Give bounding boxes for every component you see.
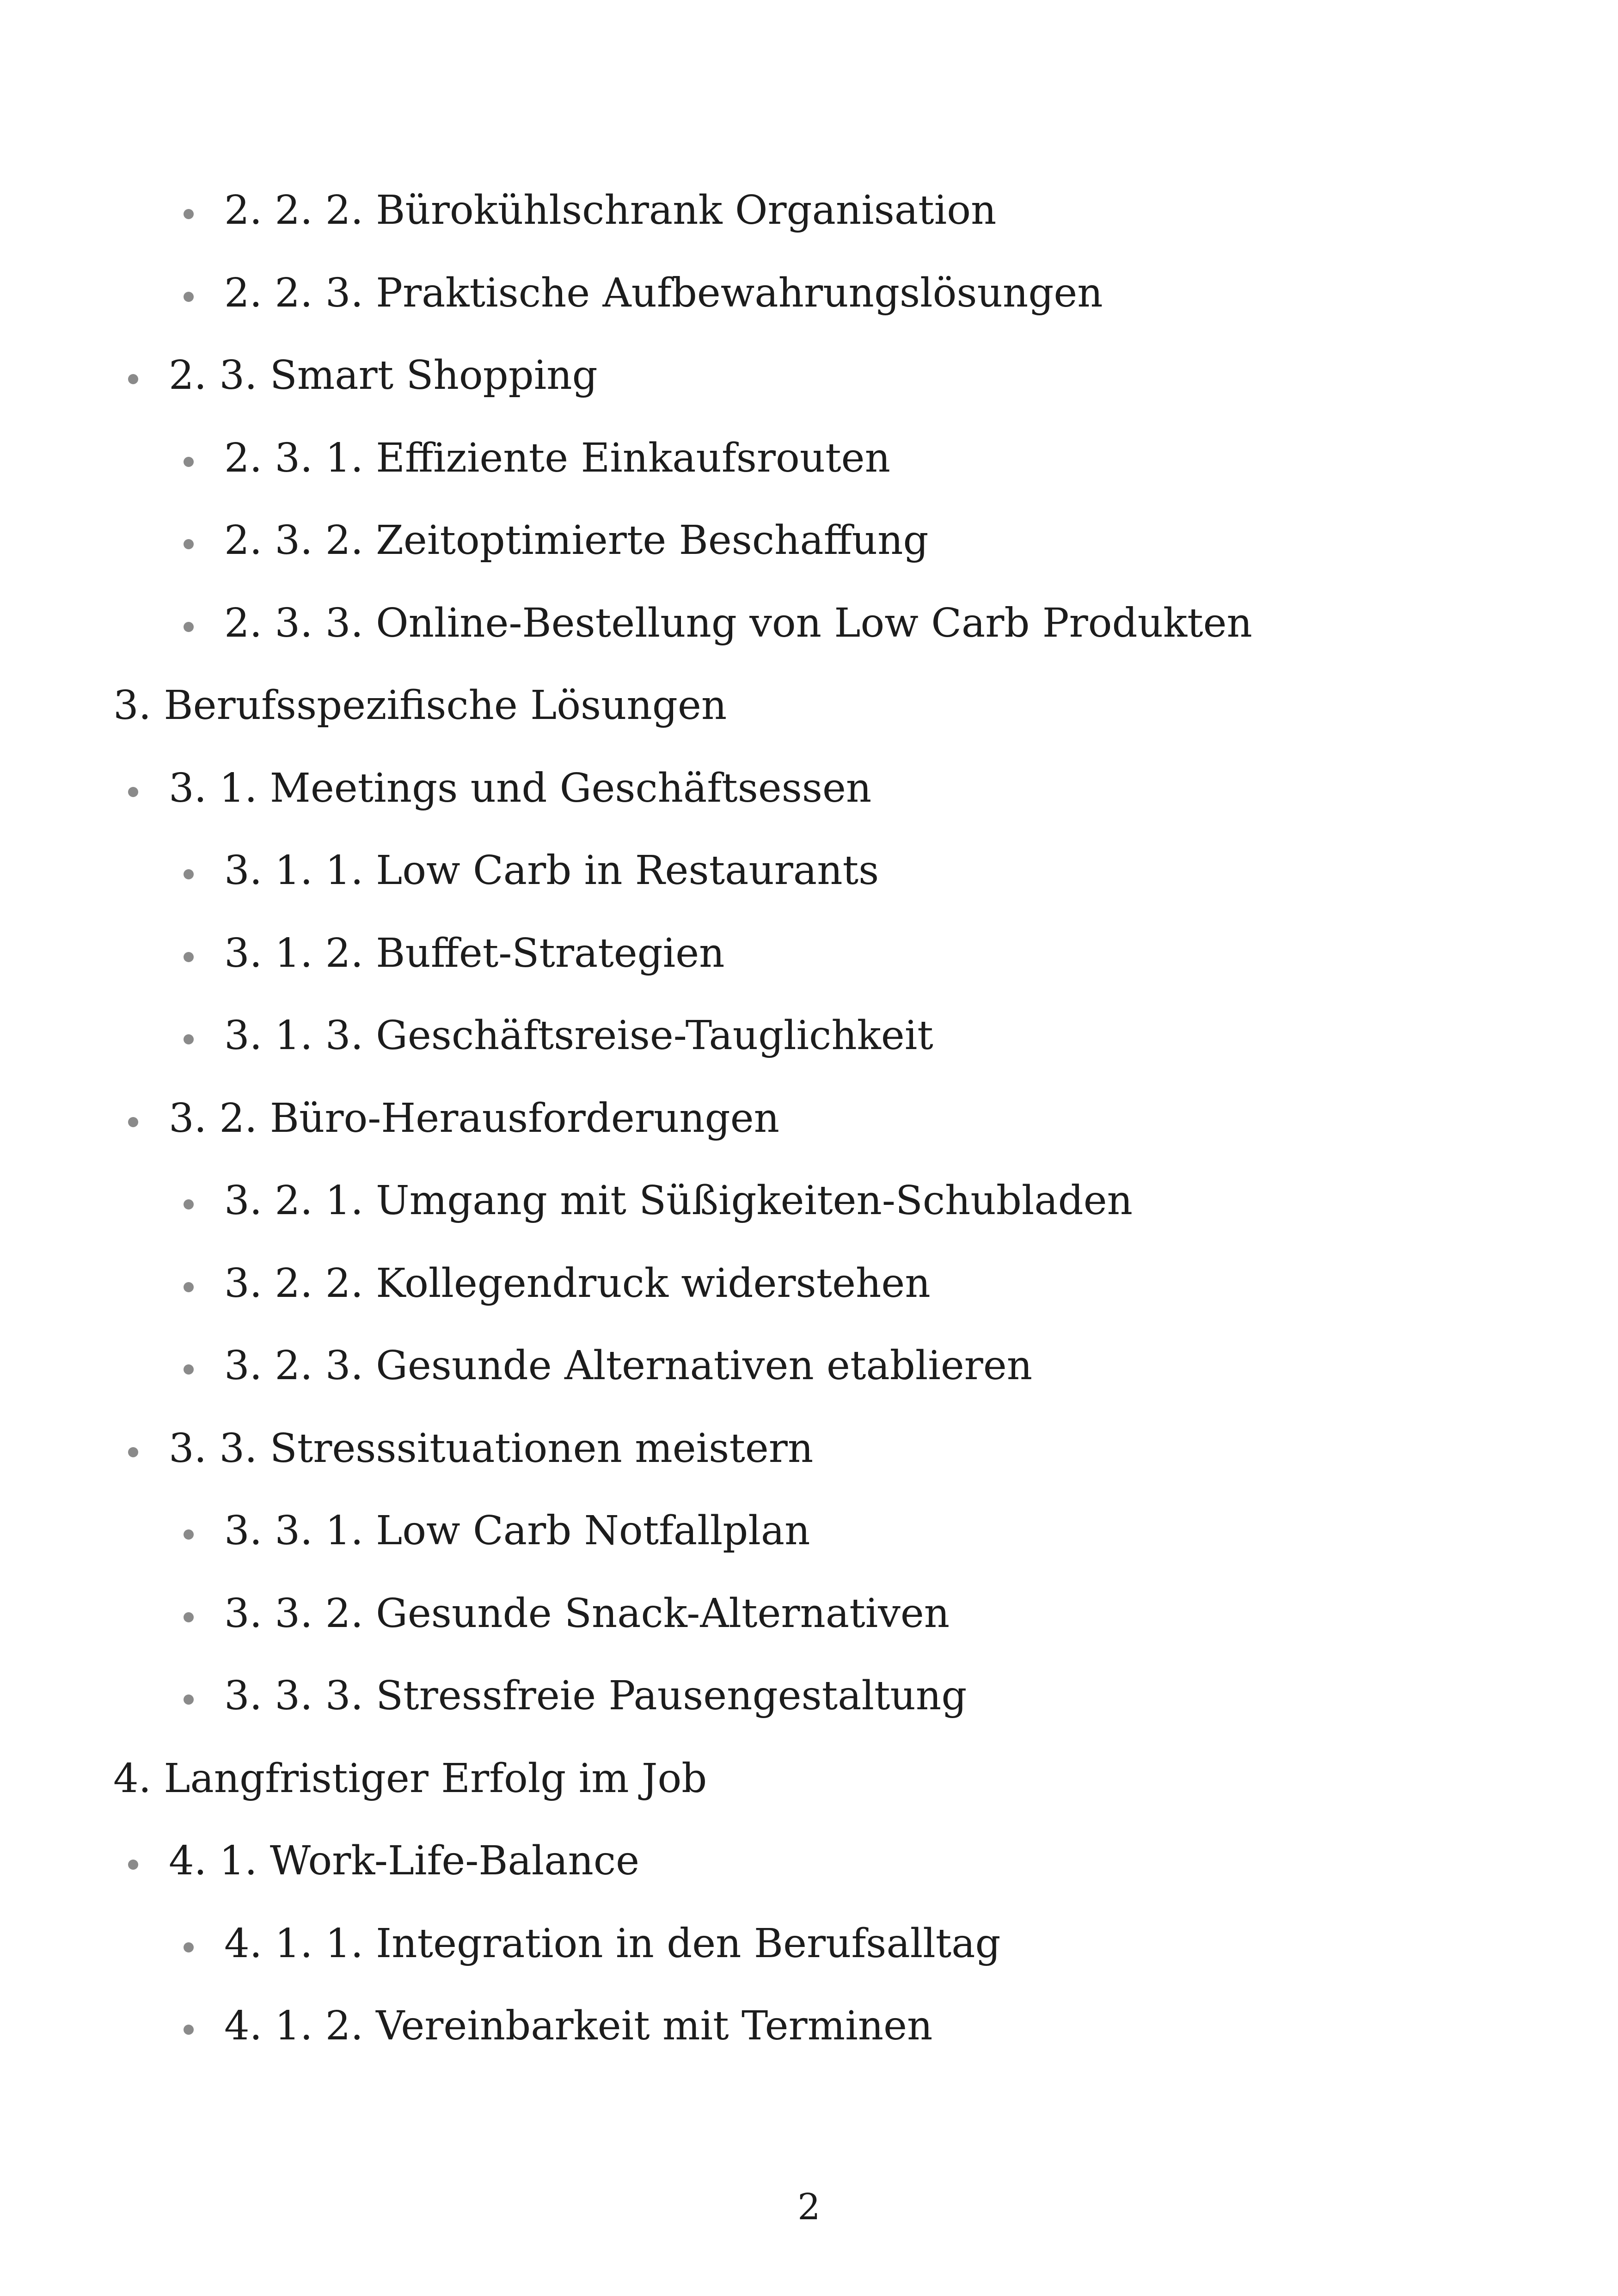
toc-entry-level-3: 2. 3. 2. Zeitoptimierte Beschaffung	[224, 517, 929, 564]
toc-entry-level-3: 4. 1. 1. Integration in den Berufsalltag	[224, 1920, 1001, 1967]
list-bullet	[184, 1942, 194, 1952]
toc-entry-level-3: 4. 1. 2. Vereinbarkeit mit Terminen	[224, 2003, 933, 2049]
list-bullet	[184, 539, 194, 549]
toc-entry-level-3: 3. 3. 3. Stressfreie Pausengestaltung	[224, 1673, 967, 1719]
list-bullet	[184, 1529, 194, 1540]
list-bullet	[184, 952, 194, 962]
list-bullet	[184, 1034, 194, 1044]
toc-entry-level-3: 3. 2. 1. Umgang mit Süßigkeiten-Schubladen	[224, 1178, 1133, 1224]
list-bullet	[184, 209, 194, 219]
toc-entry-level-3: 2. 2. 2. Bürokühlschrank Organisation	[224, 187, 997, 233]
toc-entry-level-3: 3. 1. 3. Geschäftsreise-Tauglichkeit	[224, 1013, 933, 1059]
toc-entry-level-3: 2. 3. 1. Effiziente Einkaufsrouten	[224, 435, 890, 481]
list-bullet	[128, 1447, 138, 1457]
list-bullet	[128, 1117, 138, 1127]
toc-entry-level-1: 3. Berufsspezifische Lösungen	[113, 682, 727, 729]
list-bullet	[184, 1694, 194, 1705]
toc-entry-level-2: 2. 3. Smart Shopping	[169, 352, 598, 399]
list-bullet	[184, 457, 194, 467]
list-bullet	[184, 2025, 194, 2035]
list-bullet	[184, 1282, 194, 1292]
list-bullet	[184, 1612, 194, 1622]
list-bullet	[128, 787, 138, 797]
toc-entry-level-3: 3. 3. 2. Gesunde Snack-Alternativen	[224, 1590, 950, 1637]
toc-entry-level-2: 3. 3. Stresssituationen meistern	[169, 1425, 814, 1472]
toc-entry-level-3: 2. 2. 3. Praktische Aufbewahrungslösungen	[224, 270, 1103, 316]
list-bullet	[184, 622, 194, 632]
list-bullet	[184, 869, 194, 879]
toc-entry-level-2: 4. 1. Work-Life-Balance	[169, 1838, 639, 1884]
toc-entry-level-3: 3. 2. 3. Gesunde Alternativen etablieren	[224, 1343, 1033, 1389]
list-bullet	[184, 1199, 194, 1209]
toc-entry-level-3: 3. 3. 1. Low Carb Notfallplan	[224, 1508, 810, 1554]
toc-entry-level-2: 3. 1. Meetings und Geschäftsessen	[169, 765, 872, 811]
toc-entry-level-3: 3. 1. 2. Buffet-Strategien	[224, 930, 725, 976]
list-bullet	[184, 292, 194, 302]
toc-entry-level-3: 3. 1. 1. Low Carb in Restaurants	[224, 847, 879, 894]
page-number: 2	[797, 2186, 821, 2228]
list-bullet	[128, 374, 138, 384]
list-bullet	[184, 1364, 194, 1375]
toc-entry-level-3: 3. 2. 2. Kollegendruck widerstehen	[224, 1260, 931, 1307]
toc-entry-level-2: 3. 2. Büro-Herausforderungen	[169, 1095, 779, 1142]
toc-entry-level-1: 4. Langfristiger Erfolg im Job	[113, 1755, 707, 1802]
list-bullet	[128, 1860, 138, 1870]
toc-entry-level-3: 2. 3. 3. Online-Bestellung von Low Carb Produkten	[224, 600, 1252, 646]
